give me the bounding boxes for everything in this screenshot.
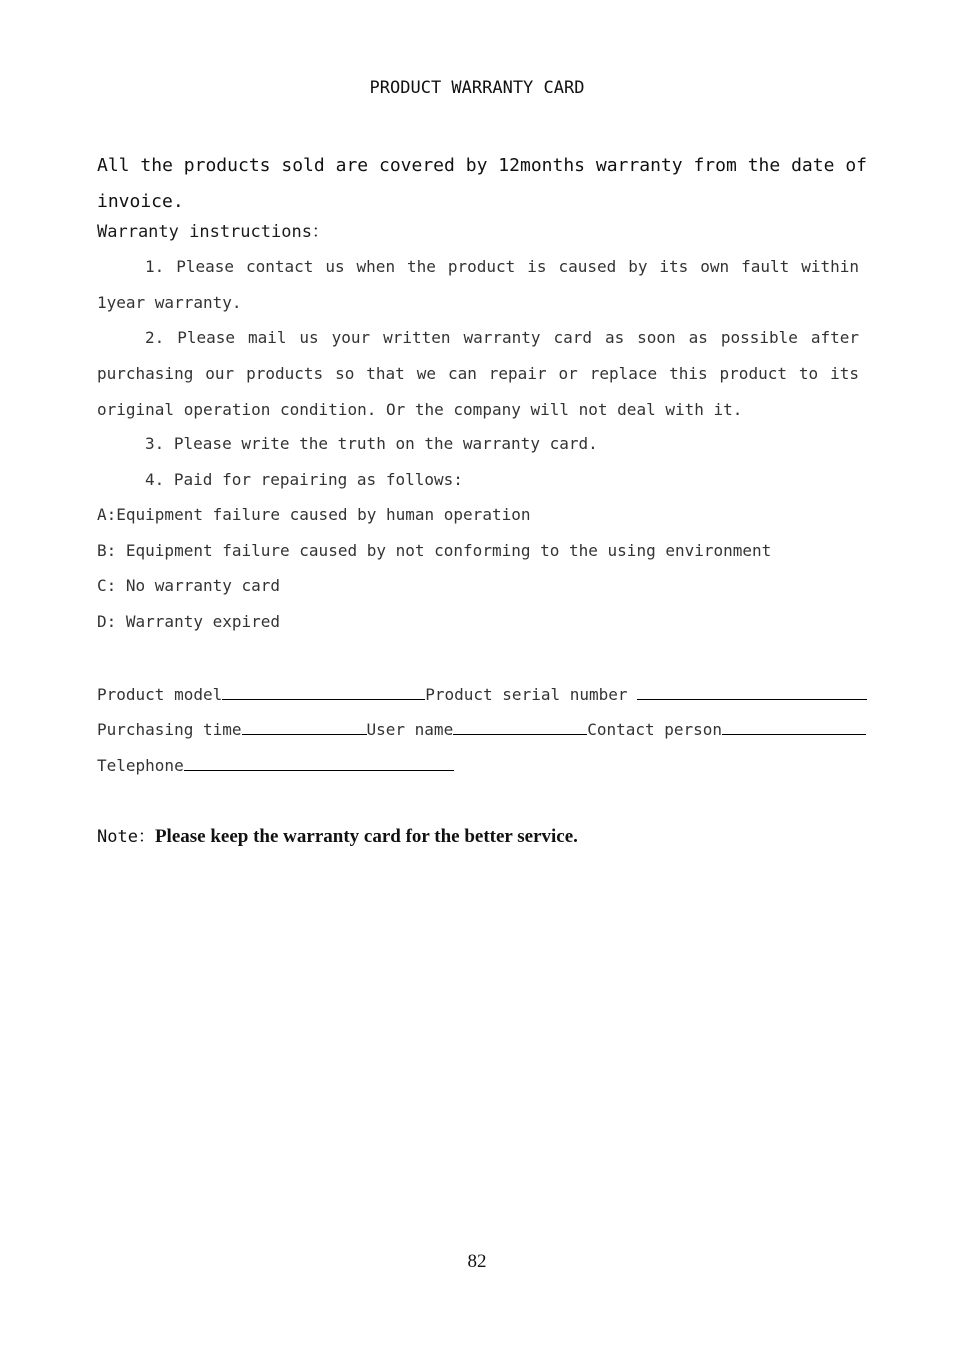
instruction-item: 1. Please contact us when the product is caused by its own fault within 1year warranty.	[97, 257, 859, 312]
instruction-item: 3. Please write the truth on the warranty card.	[145, 434, 598, 453]
contact-person-field[interactable]	[722, 717, 866, 735]
instruction-item: 4. Paid for repairing as follows:	[145, 470, 463, 489]
page-number: 82	[467, 1251, 487, 1272]
warranty-intro: All the products sold are covered by 12months warranty from the date of invoice.	[97, 155, 867, 212]
user-name-label: User name	[366, 720, 454, 739]
paid-item: A:Equipment failure caused by human operation	[97, 505, 531, 524]
product-model-label: Product model	[97, 685, 223, 704]
telephone-label: Telephone	[97, 756, 184, 775]
instructions-heading: Warranty instructions：	[97, 222, 329, 242]
form-row-3	[97, 753, 454, 777]
telephone-field[interactable]	[184, 753, 454, 771]
note-text: Please keep the warranty card for the better service.	[154, 826, 578, 847]
product-serial-label: Product serial number	[425, 685, 628, 704]
contact-person-label: Contact person	[587, 720, 723, 739]
purchasing-time-label: Purchasing time	[97, 720, 242, 739]
paid-item: B: Equipment failure caused by not conforming to the using environment	[97, 541, 772, 560]
purchasing-time-field[interactable]	[242, 717, 367, 735]
form-row-1	[97, 682, 867, 706]
product-serial-field[interactable]	[637, 682, 867, 700]
page-title: PRODUCT WARRANTY CARD	[369, 78, 585, 98]
note	[97, 822, 578, 848]
paid-item: C: No warranty card	[97, 576, 281, 595]
user-name-field[interactable]	[453, 717, 587, 735]
form-row-2	[97, 717, 866, 741]
paid-item: D: Warranty expired	[97, 612, 281, 631]
product-model-field[interactable]	[222, 682, 425, 700]
note-label: Note：	[97, 827, 155, 847]
instruction-item: 2. Please mail us your written warranty card as soon as possible after purchasing our products so that we can repair or replace this product to its original operation condition. Or the company will not deal with it.	[97, 328, 859, 419]
